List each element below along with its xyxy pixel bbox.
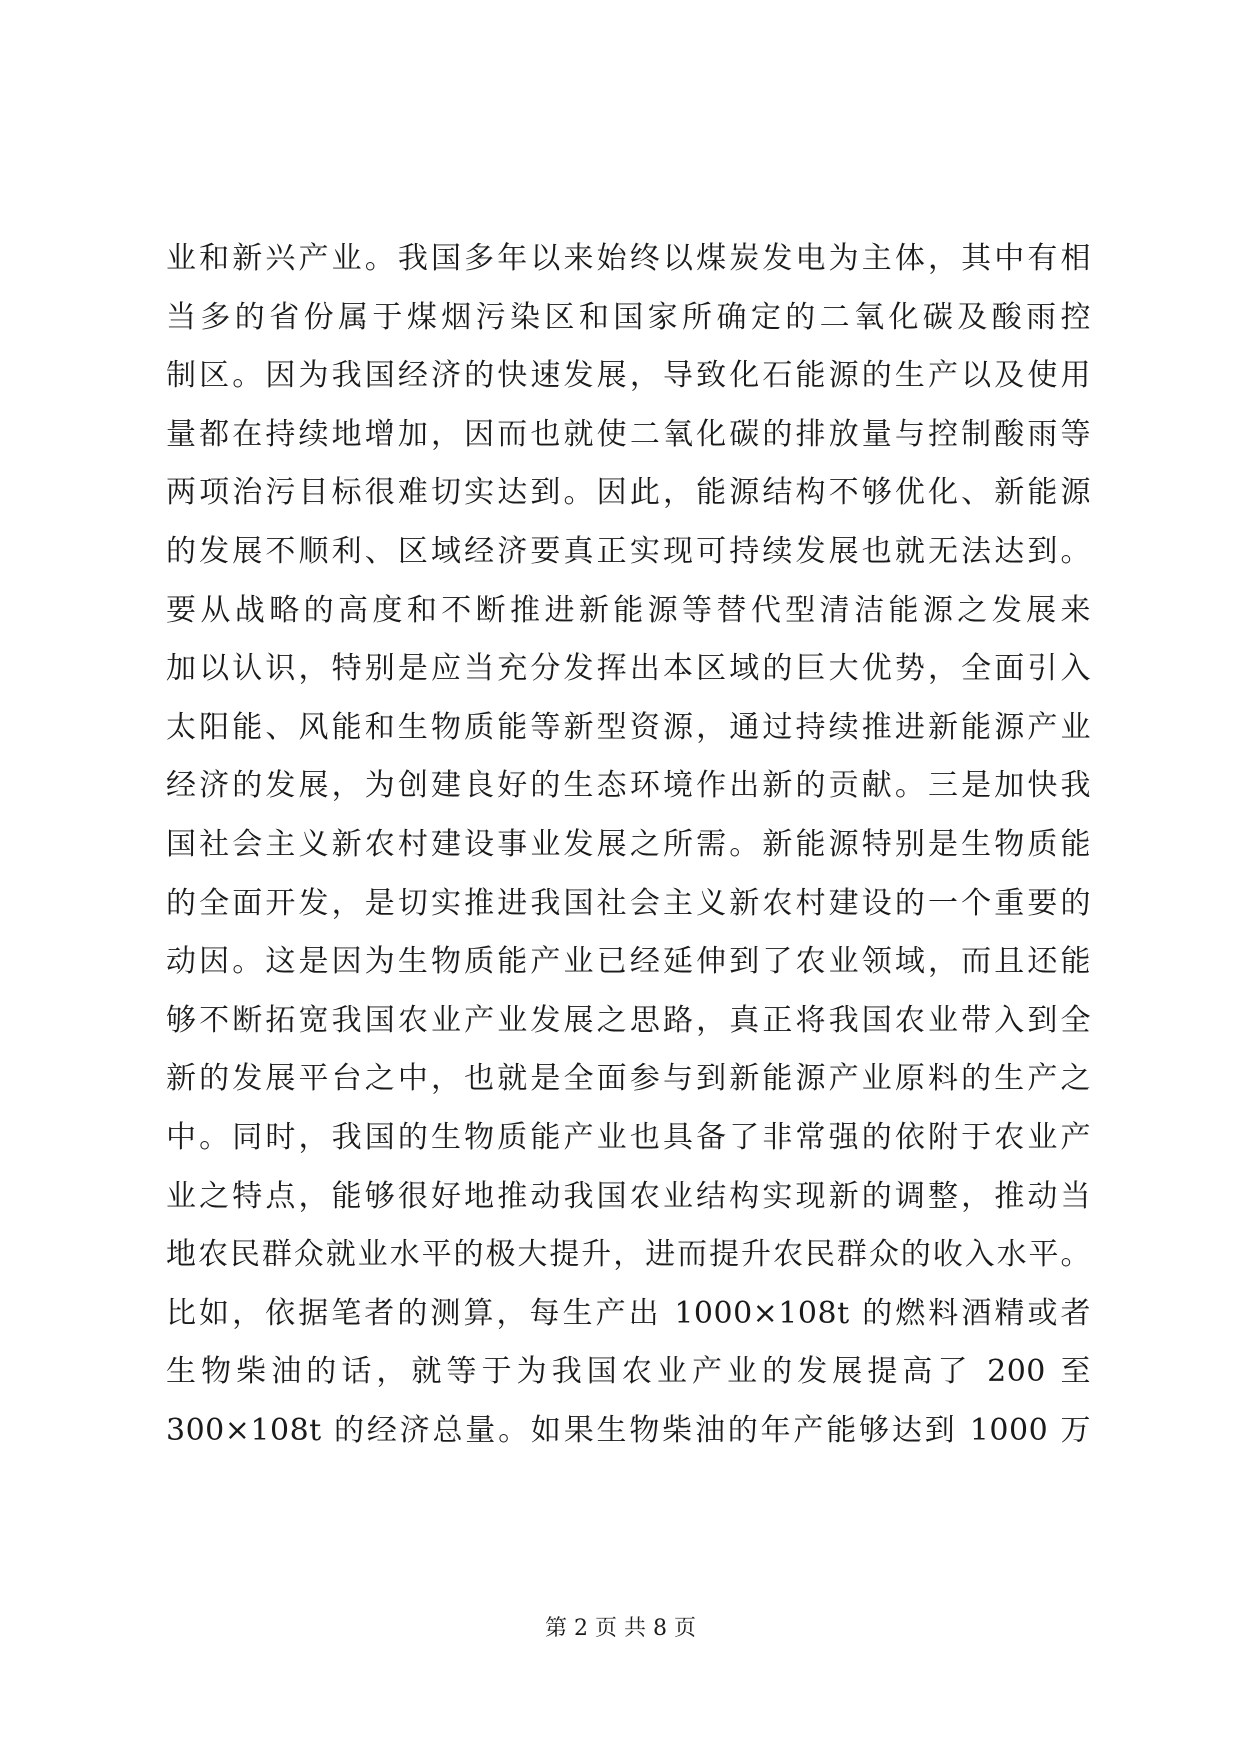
text-line: 比如，依据笔者的测算，每生产出 1000×108t 的燃料酒精或者 xyxy=(166,1295,1091,1331)
text-line: 太阳能、风能和生物质能等新型资源，通过持续推进新能源产业 xyxy=(166,709,1091,745)
text-line: 业和新兴产业。我国多年以来始终以煤炭发电为主体，其中有相 xyxy=(166,241,1091,276)
text-line: 要从战略的高度和不断推进新能源等替代型清洁能源之发展来 xyxy=(166,592,1091,628)
body-text xyxy=(166,230,1091,1460)
page-footer xyxy=(0,1614,1241,1644)
page-number: 第 2 页 共 8 页 xyxy=(545,1616,696,1641)
text-line: 制区。因为我国经济的快速发展，导致化石能源的生产以及使用 xyxy=(166,358,1091,394)
text-line: 地农民群众就业水平的极大提升，进而提升农民群众的收入水平。 xyxy=(166,1237,1091,1273)
text-line: 加以认识，特别是应当充分发挥出本区域的巨大优势，全面引入 xyxy=(166,651,1091,687)
text-line: 业之特点，能够很好地推动我国农业结构实现新的调整，推动当 xyxy=(166,1178,1091,1214)
text-line: 生物柴油的话，就等于为我国农业产业的发展提高了 200 至 xyxy=(166,1354,1091,1390)
text-line: 当多的省份属于煤烟污染区和国家所确定的二氧化碳及酸雨控 xyxy=(166,299,1091,335)
text-line: 的全面开发，是切实推进我国社会主义新农村建设的一个重要的 xyxy=(166,885,1091,921)
text-line: 经济的发展，为创建良好的生态环境作出新的贡献。三是加快我 xyxy=(166,768,1091,804)
text-line: 两项治污目标很难切实达到。因此，能源结构不够优化、新能源 xyxy=(166,475,1091,511)
text-line: 量都在持续地增加，因而也就使二氧化碳的排放量与控制酸雨等 xyxy=(166,416,1091,452)
text-line: 够不断拓宽我国农业产业发展之思路，真正将我国农业带入到全 xyxy=(166,1002,1091,1038)
text-line: 的发展不顺利、区域经济要真正实现可持续发展也就无法达到。 xyxy=(166,533,1091,569)
text-line: 新的发展平台之中，也就是全面参与到新能源产业原料的生产之 xyxy=(166,1061,1091,1097)
text-line: 中。同时，我国的生物质能产业也具备了非常强的依附于农业产 xyxy=(166,1119,1091,1155)
text-line: 300×108t 的经济总量。如果生物柴油的年产能够达到 1000 万 xyxy=(166,1412,1091,1448)
text-line: 国社会主义新农村建设事业发展之所需。新能源特别是生物质能 xyxy=(166,826,1091,862)
text-line: 动因。这是因为生物质能产业已经延伸到了农业领域，而且还能 xyxy=(166,944,1091,980)
